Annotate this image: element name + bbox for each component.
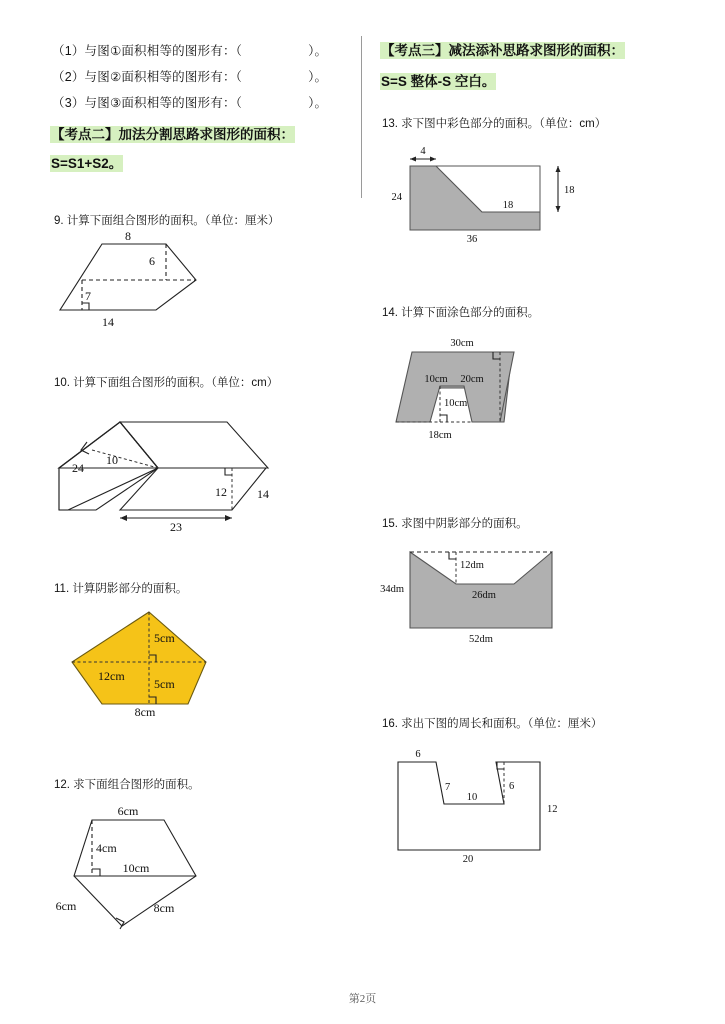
fig15-label-notch-width: 26dm: [472, 590, 496, 601]
fig16-label-notch-depth: 6: [509, 781, 515, 792]
fig13-label-left-height: 24: [391, 192, 402, 203]
fig11-label-upper-height: 5cm: [154, 631, 175, 645]
problem-15-text: 15. 求图中阴影部分的面积。: [382, 518, 528, 530]
problem-13-text: 13. 求下图中彩色部分的面积。（单位：cm）: [382, 118, 607, 130]
fig12-label-top: 6cm: [117, 804, 139, 818]
fig9-label-lower-height: 7: [85, 289, 91, 303]
fill-in-item-3-suffix: ）。: [308, 96, 328, 110]
section-header-kaodian-2: [50, 122, 295, 176]
figure-16: [392, 742, 662, 865]
fig14-label-notch-bottom: 18cm: [428, 430, 452, 441]
fig11-label-base: 8cm: [134, 705, 156, 719]
fig13-label-right-height: 18: [564, 185, 575, 196]
figure-11: [58, 604, 268, 719]
fig12-label-middle: 10cm: [122, 861, 150, 875]
column-divider: [361, 36, 362, 198]
fig14-label-height: 20cm: [460, 374, 484, 385]
fig16-label-slant: 7: [445, 782, 451, 793]
fill-in-item-2: [52, 64, 327, 90]
fig9-label-top: 8: [125, 229, 131, 243]
fig10-label-right-side: 14: [257, 487, 269, 501]
fig10-label-inner-height: 12: [215, 485, 227, 499]
fill-in-item-3: [52, 90, 327, 116]
fig14-label-notch-top: 10cm: [424, 374, 448, 385]
fill-in-item-3-prefix: （3）与图③面积相等的图形有：（: [52, 96, 243, 110]
figure-10: [54, 398, 344, 534]
fill-in-item-2-prefix: （2）与图②面积相等的图形有：（: [52, 70, 243, 84]
problem-11-text: 11. 计算阴影部分的面积。: [54, 583, 188, 595]
figure-9: [56, 229, 256, 332]
fig13-label-top-small: 4: [420, 146, 426, 157]
figure-13: [391, 142, 672, 245]
fig10-label-triangle-height: 10: [106, 453, 118, 467]
fig16-label-right-height: 12: [547, 804, 558, 815]
fig12-label-right-leg: 8cm: [153, 901, 175, 915]
figure-15: [380, 540, 662, 650]
problem-14-text: 14. 计算下面涂色部分的面积。: [382, 307, 540, 319]
fig11-label-width: 12cm: [98, 669, 125, 683]
problem-16-text: 16. 求出下图的周长和面积。（单位：厘米）: [382, 718, 603, 730]
fig14-label-top: 30cm: [450, 338, 474, 349]
fill-in-item-1: [52, 38, 327, 64]
fig14-label-notch-height: 10cm: [444, 398, 468, 409]
fig15-label-bottom: 52dm: [469, 634, 493, 645]
kaodian-3-line-1: 【考点三】减法添补思路求图形的面积：: [381, 43, 624, 58]
fig15-label-notch-depth: 12dm: [460, 560, 484, 571]
fig12-label-left-leg: 6cm: [55, 899, 77, 913]
fig13-label-inner-base: 18: [502, 200, 514, 211]
fill-in-item-1-prefix: （1）与图①面积相等的图形有：（: [52, 44, 243, 58]
problem-10-text: 10. 计算下面组合图形的面积。（单位：cm）: [54, 377, 279, 389]
fig10-label-left-side: 24: [72, 461, 84, 475]
fig9-label-bottom: 14: [102, 315, 114, 329]
fill-in-item-2-suffix: ）。: [308, 70, 328, 84]
page-footer: 第2页: [348, 993, 377, 1005]
fig16-label-notch-top: 6: [415, 749, 421, 760]
figure-12: [55, 800, 270, 935]
fill-in-item-1-suffix: ）。: [308, 44, 328, 58]
kaodian-3-line-2: S=S 整体-S 空白。: [381, 74, 496, 89]
fig13-label-bottom: 36: [466, 234, 478, 245]
fig9-label-upper-height: 6: [149, 254, 155, 268]
fig16-label-notch-bottom: 10: [466, 792, 478, 803]
fig11-label-lower-height: 5cm: [154, 677, 175, 691]
fig10-label-base: 23: [170, 520, 182, 534]
figure-14: [392, 330, 662, 445]
fig12-label-height: 4cm: [96, 841, 117, 855]
fig15-label-left-height: 34dm: [380, 584, 404, 595]
problem-9-text: 9. 计算下面组合图形的面积。（单位：厘米）: [54, 215, 280, 227]
problem-12-text: 12. 求下面组合图形的面积。: [54, 779, 200, 791]
kaodian-2-line-1: 【考点二】加法分割思路求图形的面积：: [51, 127, 294, 142]
section-header-kaodian-3: [380, 38, 625, 94]
fig16-label-bottom: 20: [462, 854, 474, 865]
kaodian-2-line-2: S=S1+S2。: [51, 156, 123, 171]
fill-in-block: [52, 38, 327, 116]
